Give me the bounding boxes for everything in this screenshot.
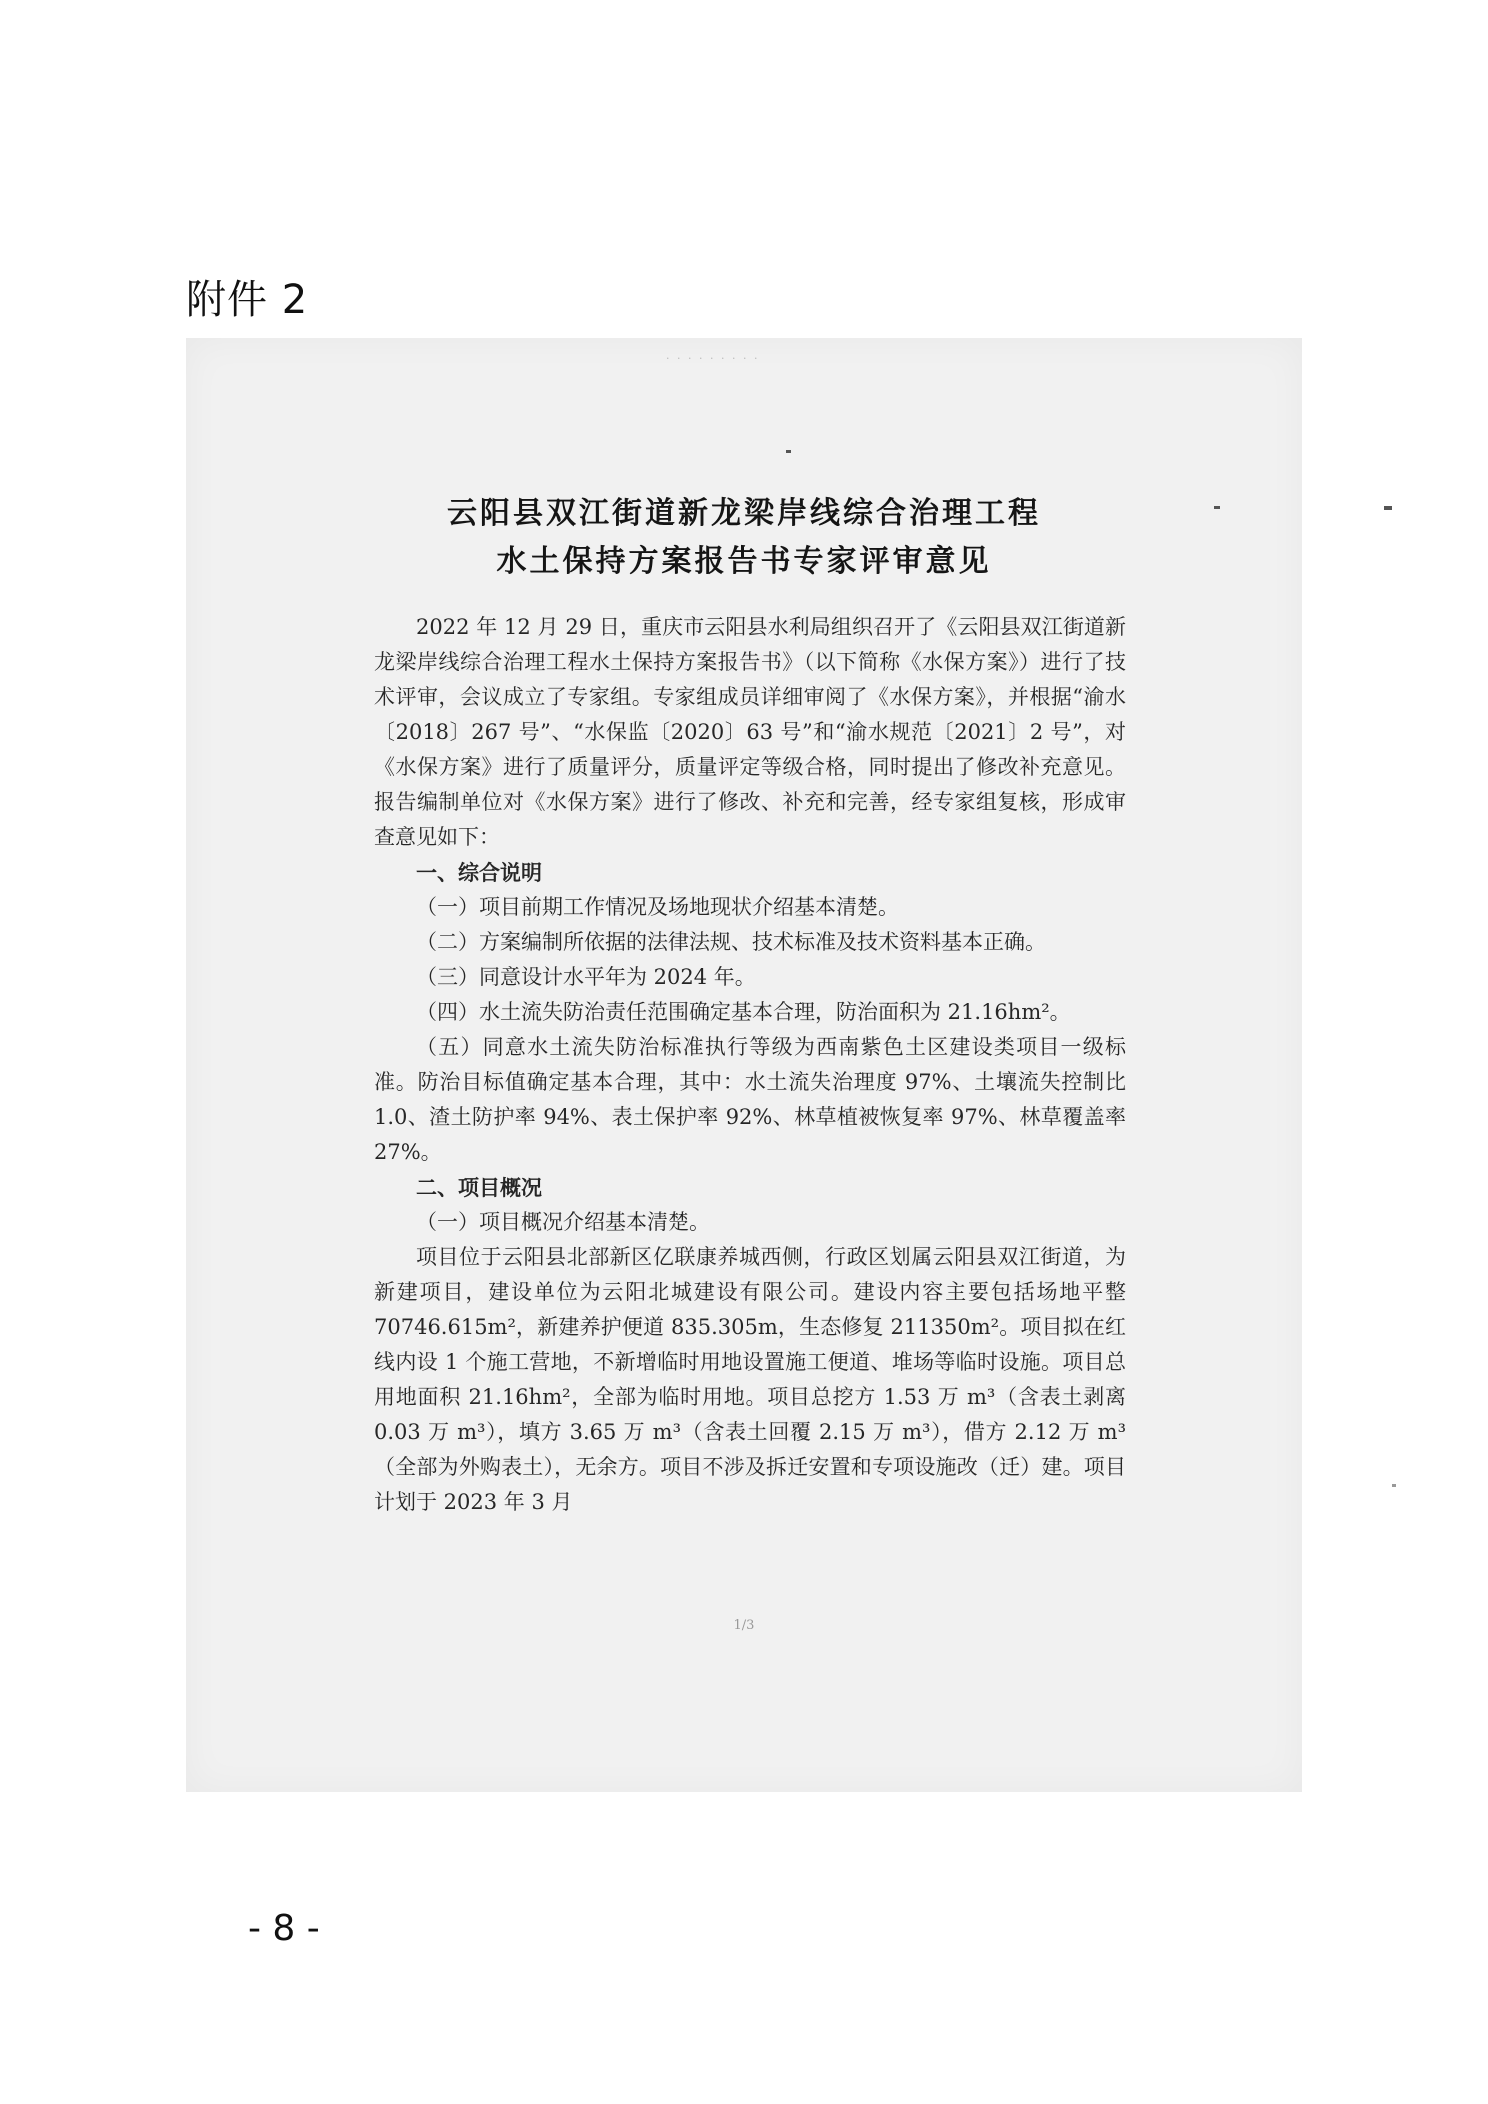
paragraph: （二）方案编制所依据的法律法规、技术标准及技术资料基本正确。 <box>416 930 1046 954</box>
scanned-page <box>186 338 1302 1792</box>
paragraph: （一）项目概况介绍基本清楚。 <box>416 1210 710 1234</box>
section-heading: 一、综合说明 <box>416 860 542 885</box>
scan-speck <box>1392 1484 1396 1487</box>
section-heading: 二、项目概况 <box>416 1175 542 1200</box>
doc-title-line2: 水土保持方案报告书专家评审意见 <box>496 544 992 579</box>
paragraph: 项目位于云阳县北部新区亿联康养城西侧，行政区划属云阳县双江街道，为新建项目，建设单位为云阳北城建设有限公司。建设内容主要包括场地平整 70746.615m²，新建养护便道 835.305m，生态修复 211350m²。项目拟在红线内设 1 个施工营地，不新增临时用地设置施工便道、堆场等临时设施。项目总用地面积 21.16hm²，全部为临时用地。项目总挖方 1.53 万 m³（含表土剥离 0.03 万 m³），填方 3.65 万 m³（含表土回覆 2.15 万 m³），借方 2.12 万 m³（全部为外购表土），无余方。项目不涉及拆迁安置和专项设施改（迁）建。项目计划于 2023 年 3 月 <box>374 1245 1126 1514</box>
doc-body <box>374 610 1126 1520</box>
paragraph: 2022 年 12 月 29 日，重庆市云阳县水利局组织召开了《云阳县双江街道新龙梁岸线综合治理工程水土保持方案报告书》（以下简称《水保方案》）进行了技术评审，会议成立了专家组。专家组成员详细审阅了《水保方案》，并根据“渝水〔2018〕267 号”、“水保监〔2020〕63 号”和“渝水规范〔2021〕2 号”，对《水保方案》进行了质量评分，质量评定等级合格，同时提出了修改补充意见。报告编制单位对《水保方案》进行了修改、补充和完善，经专家组复核，形成审查意见如下： <box>374 615 1126 849</box>
paragraph: （一）项目前期工作情况及场地现状介绍基本清楚。 <box>416 895 899 919</box>
faint-header: · · · · · · · · · <box>666 352 760 365</box>
scan-speck <box>786 450 791 453</box>
scan-page-fraction: 1/3 <box>733 1618 755 1633</box>
page-number: - 8 - <box>248 1908 320 1949</box>
scan-speck <box>1384 506 1392 510</box>
paragraph: （四）水土流失防治责任范围确定基本合理，防治面积为 21.16hm²。 <box>416 1000 1071 1024</box>
paragraph: （三）同意设计水平年为 2024 年。 <box>416 965 756 989</box>
doc-title-line1: 云阳县双江街道新龙梁岸线综合治理工程 <box>447 496 1041 531</box>
attachment-label: 附件 2 <box>186 277 309 323</box>
paragraph: （五）同意水土流失防治标准执行等级为西南紫色土区建设类项目一级标准。防治目标值确定基本合理，其中：水土流失治理度 97%、土壤流失控制比 1.0、渣土防护率 94%、表土保护率 92%、林草植被恢复率 97%、林草覆盖率 27%。 <box>374 1035 1126 1164</box>
